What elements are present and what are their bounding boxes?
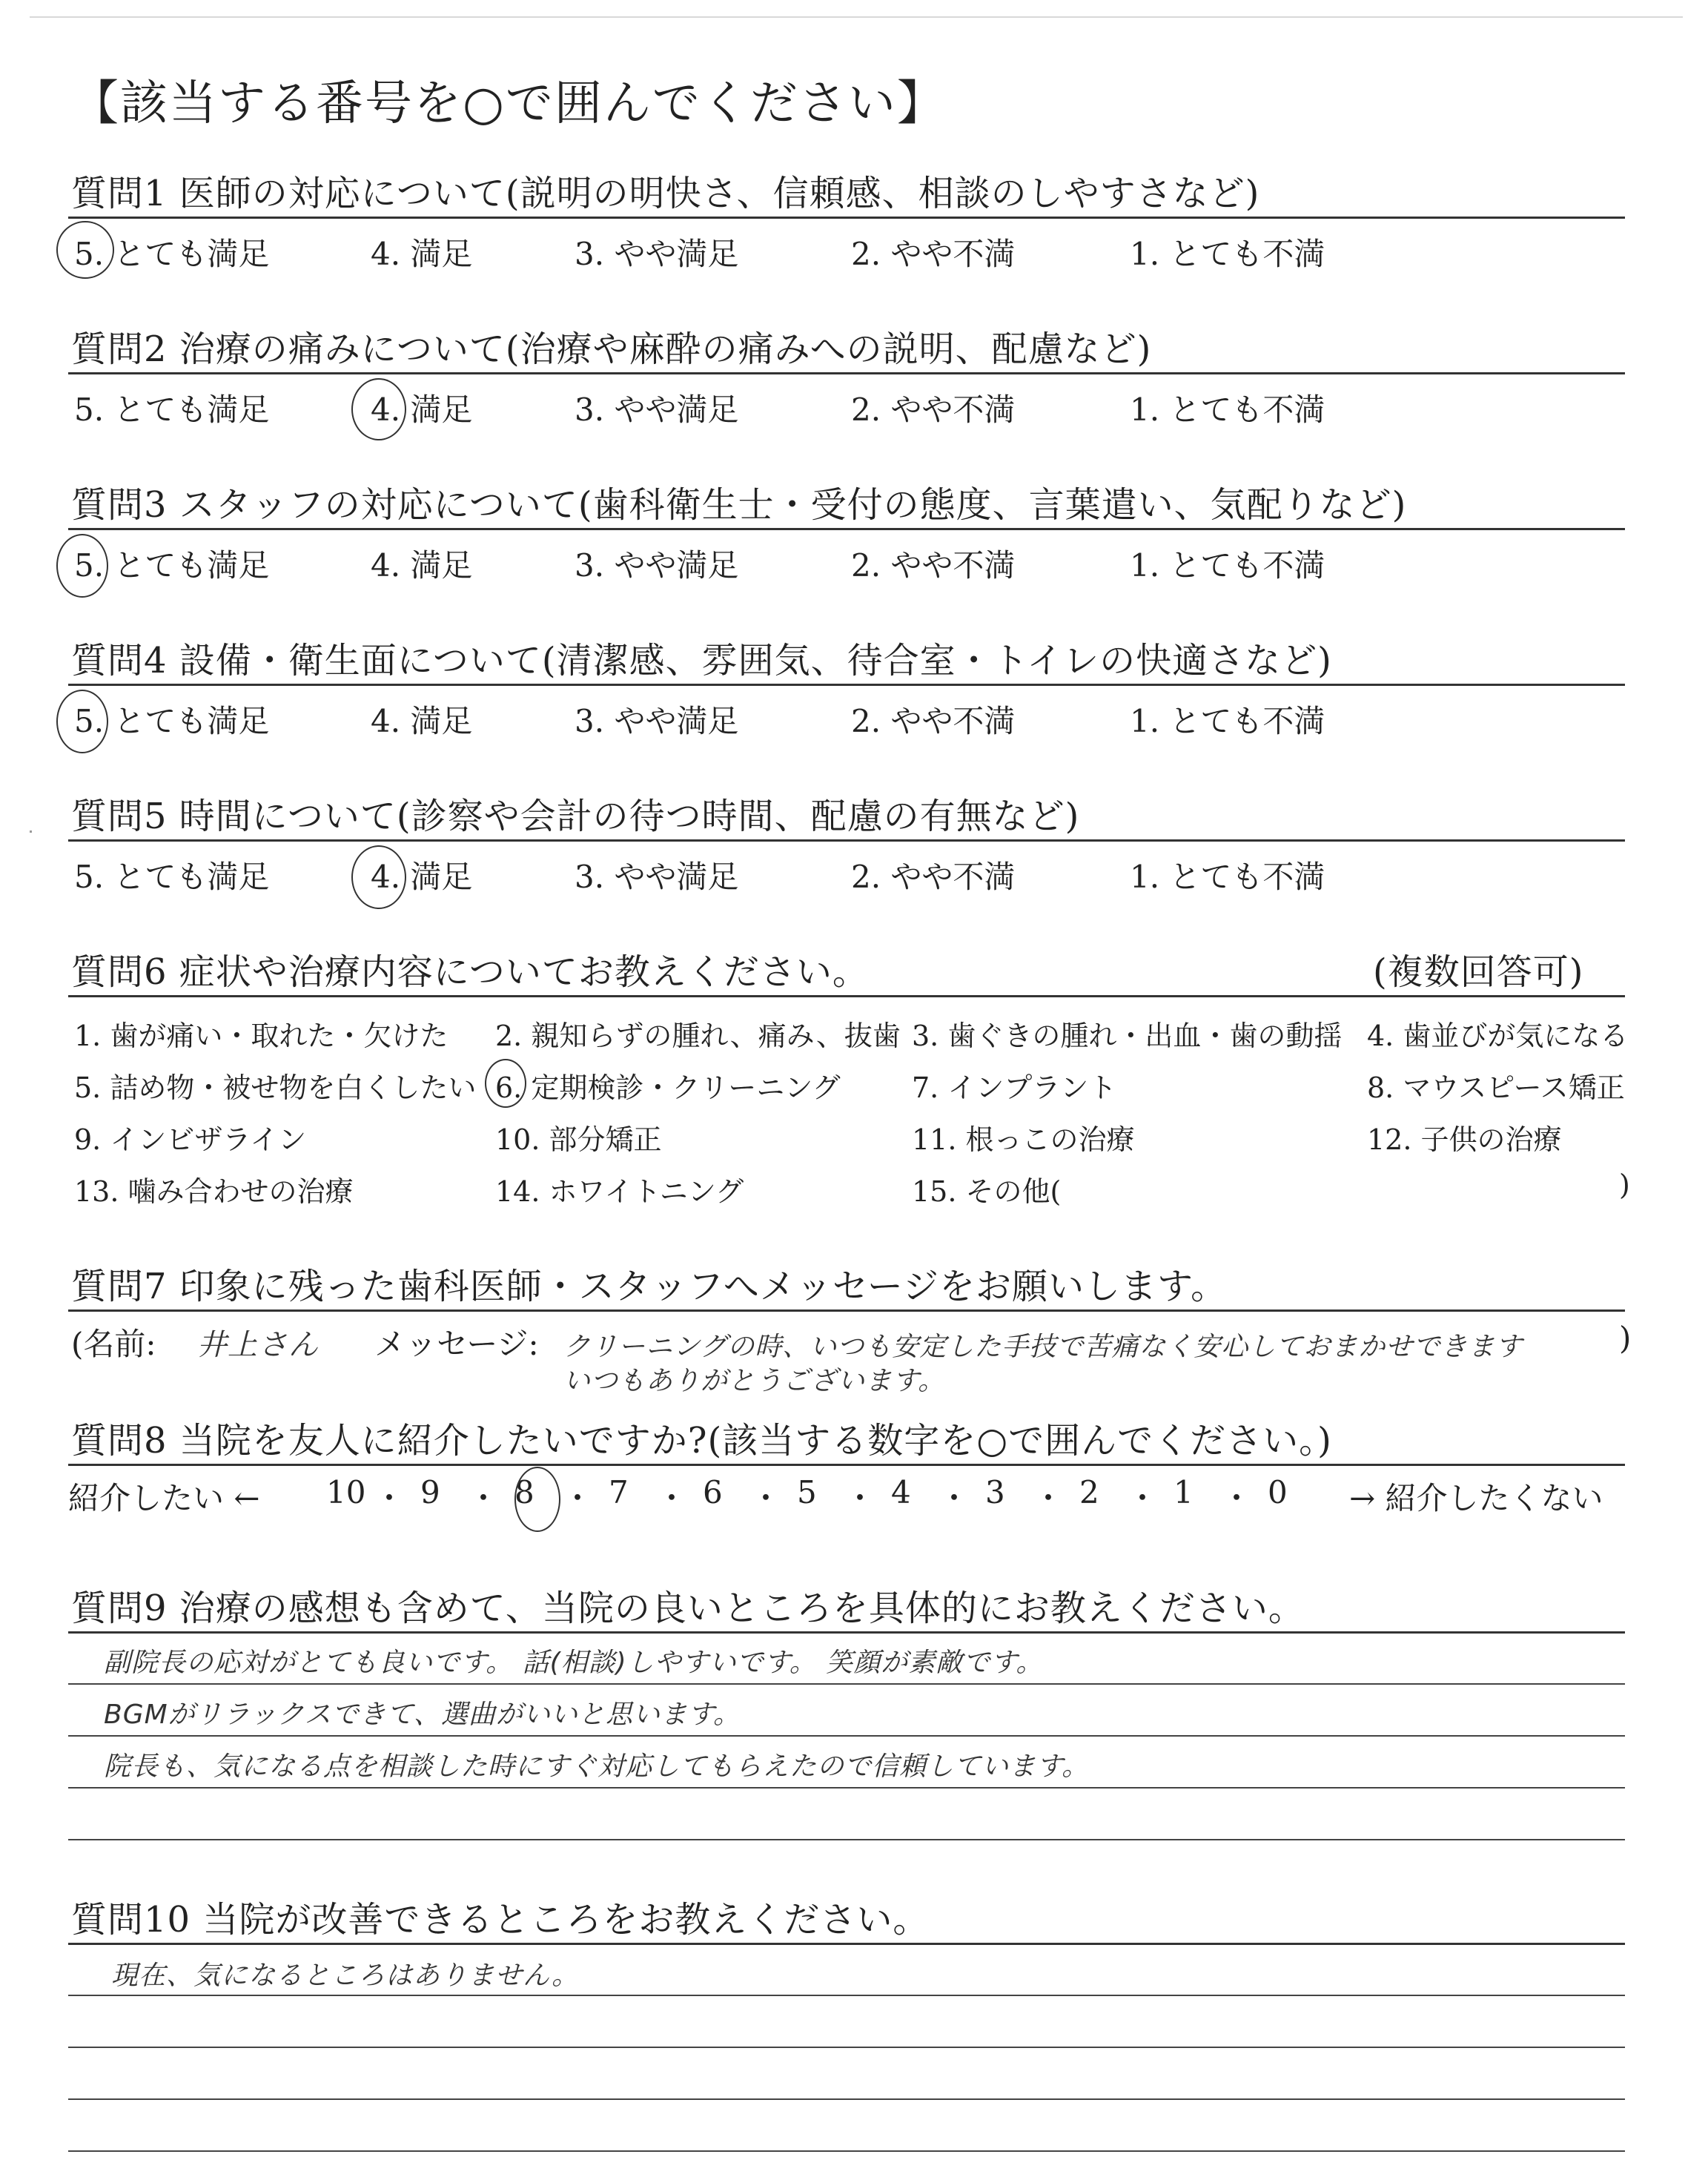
q6-option-2[interactable]: 2. 親知らずの腫れ、痛み、抜歯 xyxy=(495,1020,901,1052)
q9-writing-line-3 xyxy=(68,1787,1625,1789)
q10-writing-line-2 xyxy=(68,2047,1625,2048)
q3-option-4[interactable]: 4. 満足 xyxy=(371,547,473,584)
q8-scale-value[interactable]: 4 xyxy=(891,1474,911,1510)
q8-left-label: 紹介したい ← xyxy=(68,1480,260,1516)
q6-option-11[interactable]: 11. 根っこの治療 xyxy=(912,1123,1135,1156)
q6-option-15-close: ) xyxy=(1619,1169,1630,1201)
q6-option-8[interactable]: 8. マウスピース矯正 xyxy=(1367,1071,1625,1104)
q8-scale-separator: ・ xyxy=(374,1480,406,1516)
q3-rule xyxy=(68,528,1625,530)
q7-close-paren: ) xyxy=(1619,1320,1632,1356)
q5-option-3[interactable]: 3. やや満足 xyxy=(575,859,739,895)
q4-title: 質問4 設備・衛生面について(清潔感、雰囲気、待合室・トイレの快適さなど) xyxy=(71,640,1332,681)
q1-option-5[interactable]: 5. とても満足 xyxy=(74,236,270,272)
q1-selection-circle xyxy=(56,221,114,279)
q10-writing-line-4 xyxy=(68,2150,1625,2152)
q1-option-4[interactable]: 4. 満足 xyxy=(371,236,473,272)
q9-writing-line-2 xyxy=(68,1735,1625,1737)
q6-option-7[interactable]: 7. インプラント xyxy=(912,1071,1117,1104)
q4-option-3[interactable]: 3. やや満足 xyxy=(575,703,739,739)
q2-option-4[interactable]: 4. 満足 xyxy=(371,392,473,428)
q4-selection-circle xyxy=(56,690,108,753)
q6-option-5[interactable]: 5. 詰め物・被せ物を白くしたい xyxy=(74,1071,477,1104)
q8-scale-separator: ・ xyxy=(656,1480,688,1516)
q8-scale-value[interactable]: 10 xyxy=(326,1474,366,1510)
q8-right-label: → 紹介したくない xyxy=(1349,1480,1603,1516)
q8-scale-separator: ・ xyxy=(468,1480,500,1516)
q6-option-15[interactable]: 15. その他( xyxy=(912,1175,1062,1208)
q5-title: 質問5 時間について(診察や会計の待つ時間、配慮の有無など) xyxy=(71,796,1080,837)
q8-scale-value[interactable]: 7 xyxy=(609,1474,629,1510)
q6-option-9[interactable]: 9. インビザライン xyxy=(74,1123,307,1156)
q8-scale-value[interactable]: 9 xyxy=(420,1474,440,1510)
q8-selection-circle xyxy=(514,1467,560,1532)
q2-rule xyxy=(68,372,1625,374)
q5-rule xyxy=(68,839,1625,842)
q2-option-3[interactable]: 3. やや満足 xyxy=(575,392,739,428)
q8-scale-value[interactable]: 0 xyxy=(1268,1474,1288,1510)
q8-rule xyxy=(68,1464,1625,1466)
q8-scale-value[interactable]: 5 xyxy=(797,1474,817,1510)
q10-writing-line-1 xyxy=(68,1995,1625,1996)
q1-option-3[interactable]: 3. やや満足 xyxy=(575,236,739,272)
q5-option-5[interactable]: 5. とても満足 xyxy=(74,859,270,895)
q9-answer-line-2[interactable]: BGMがリラックスできて、選曲がいいと思います。 xyxy=(104,1700,741,1730)
q9-title: 質問9 治療の感想も含めて、当院の良いところを具体的にお教えください。 xyxy=(71,1588,1305,1629)
q9-answer-line-1[interactable]: 副院長の応対がとても良いです。 話(相談)しやすいです。 笑顔が素敵です。 xyxy=(104,1648,1044,1678)
q8-scale-separator: ・ xyxy=(939,1480,970,1516)
q8-scale-value[interactable]: 3 xyxy=(985,1474,1005,1510)
q4-option-2[interactable]: 2. やや不満 xyxy=(851,703,1016,739)
q4-rule xyxy=(68,684,1625,686)
scan-speck xyxy=(30,830,32,833)
q6-option-14[interactable]: 14. ホワイトニング xyxy=(495,1175,744,1208)
q3-option-3[interactable]: 3. やや満足 xyxy=(575,547,739,584)
q6-option-3[interactable]: 3. 歯ぐきの腫れ・出血・歯の動揺 xyxy=(912,1020,1343,1052)
q9-answer-line-3[interactable]: 院長も、気になる点を相談した時にすぐ対応してもらえたので信頼しています。 xyxy=(104,1751,1090,1782)
q6-title: 質問6 症状や治療内容についてお教えください。 xyxy=(71,951,869,993)
q4-option-1[interactable]: 1. とても不満 xyxy=(1130,703,1325,739)
q3-selection-circle xyxy=(56,534,108,598)
q7-name-label: (名前: xyxy=(71,1326,156,1362)
q3-option-2[interactable]: 2. やや不満 xyxy=(851,547,1016,584)
q5-option-2[interactable]: 2. やや不満 xyxy=(851,859,1016,895)
q10-answer-line-1[interactable]: 現在、気になるところはありません。 xyxy=(111,1961,580,1991)
q2-option-2[interactable]: 2. やや不満 xyxy=(851,392,1016,428)
q10-title: 質問10 当院が改善できるところをお教えください。 xyxy=(71,1899,930,1941)
q10-rule xyxy=(68,1943,1625,1945)
q7-name-value[interactable]: 井上さん xyxy=(197,1328,319,1362)
q6-option-13[interactable]: 13. 噛み合わせの治療 xyxy=(74,1175,354,1208)
q6-rule xyxy=(68,995,1625,997)
q8-scale-value[interactable]: 8 xyxy=(514,1474,534,1510)
q8-scale-separator: ・ xyxy=(1127,1480,1159,1516)
top-edge-line xyxy=(30,16,1683,18)
q2-option-1[interactable]: 1. とても不満 xyxy=(1130,392,1325,428)
q7-message-line-2[interactable]: いつもありがとうございます。 xyxy=(563,1366,946,1396)
q7-title: 質問7 印象に残った歯科医師・スタッフへメッセージをお願いします。 xyxy=(71,1266,1228,1307)
q5-option-4[interactable]: 4. 満足 xyxy=(371,859,473,895)
q3-title: 質問3 スタッフの対応について(歯科衛生士・受付の態度、言葉遣い、気配りなど) xyxy=(71,484,1407,526)
q8-scale-value[interactable]: 6 xyxy=(703,1474,723,1510)
q5-selection-circle xyxy=(351,845,406,909)
q8-scale-separator: ・ xyxy=(562,1480,594,1516)
q5-option-1[interactable]: 1. とても不満 xyxy=(1130,859,1325,895)
q9-writing-line-1 xyxy=(68,1683,1625,1685)
q9-writing-line-4 xyxy=(68,1839,1625,1840)
q6-option-1[interactable]: 1. 歯が痛い・取れた・欠けた xyxy=(74,1020,448,1052)
q6-option-4[interactable]: 4. 歯並びが気になる xyxy=(1367,1020,1629,1052)
q8-scale-value[interactable]: 1 xyxy=(1174,1474,1194,1510)
q1-option-1[interactable]: 1. とても不満 xyxy=(1130,236,1325,272)
q8-scale-value[interactable]: 2 xyxy=(1079,1474,1099,1510)
q6-option-12[interactable]: 12. 子供の治療 xyxy=(1367,1123,1562,1156)
q4-option-4[interactable]: 4. 満足 xyxy=(371,703,473,739)
q3-option-5[interactable]: 5. とても満足 xyxy=(74,547,270,584)
q1-title: 質問1 医師の対応について(説明の明快さ、信頼感、相談のしやすさなど) xyxy=(71,173,1260,214)
q8-scale-separator: ・ xyxy=(1033,1480,1065,1516)
q6-option-6[interactable]: 6. 定期検診・クリーニング xyxy=(495,1071,841,1104)
q1-option-2[interactable]: 2. やや不満 xyxy=(851,236,1016,272)
q10-writing-line-3 xyxy=(68,2098,1625,2100)
q8-title: 質問8 当院を友人に紹介したいですか?(該当する数字を○で囲んでください。) xyxy=(71,1420,1332,1462)
q6-multiple-note: (複数回答可) xyxy=(1373,951,1584,993)
q8-scale-separator: ・ xyxy=(1221,1480,1253,1516)
q6-selection-circle xyxy=(485,1059,526,1108)
q2-title: 質問2 治療の痛みについて(治療や麻酔の痛みへの説明、配慮など) xyxy=(71,328,1152,370)
q7-message-label: メッセージ: xyxy=(374,1326,539,1362)
q8-scale-separator: ・ xyxy=(750,1480,782,1516)
q2-option-5[interactable]: 5. とても満足 xyxy=(74,392,270,428)
q7-message-line-1[interactable]: クリーニングの時、いつも安定した手技で苦痛なく安心しておまかせできます xyxy=(563,1332,1523,1362)
q9-rule xyxy=(68,1631,1625,1634)
q4-option-5[interactable]: 5. とても満足 xyxy=(74,703,270,739)
q6-option-10[interactable]: 10. 部分矯正 xyxy=(495,1123,662,1156)
q1-rule xyxy=(68,217,1625,219)
q8-scale-separator: ・ xyxy=(844,1480,876,1516)
form-title: 【該当する番号を○で囲んでください】 xyxy=(71,76,946,131)
q7-rule xyxy=(68,1309,1625,1312)
q2-selection-circle xyxy=(351,378,406,440)
q3-option-1[interactable]: 1. とても不満 xyxy=(1130,547,1325,584)
